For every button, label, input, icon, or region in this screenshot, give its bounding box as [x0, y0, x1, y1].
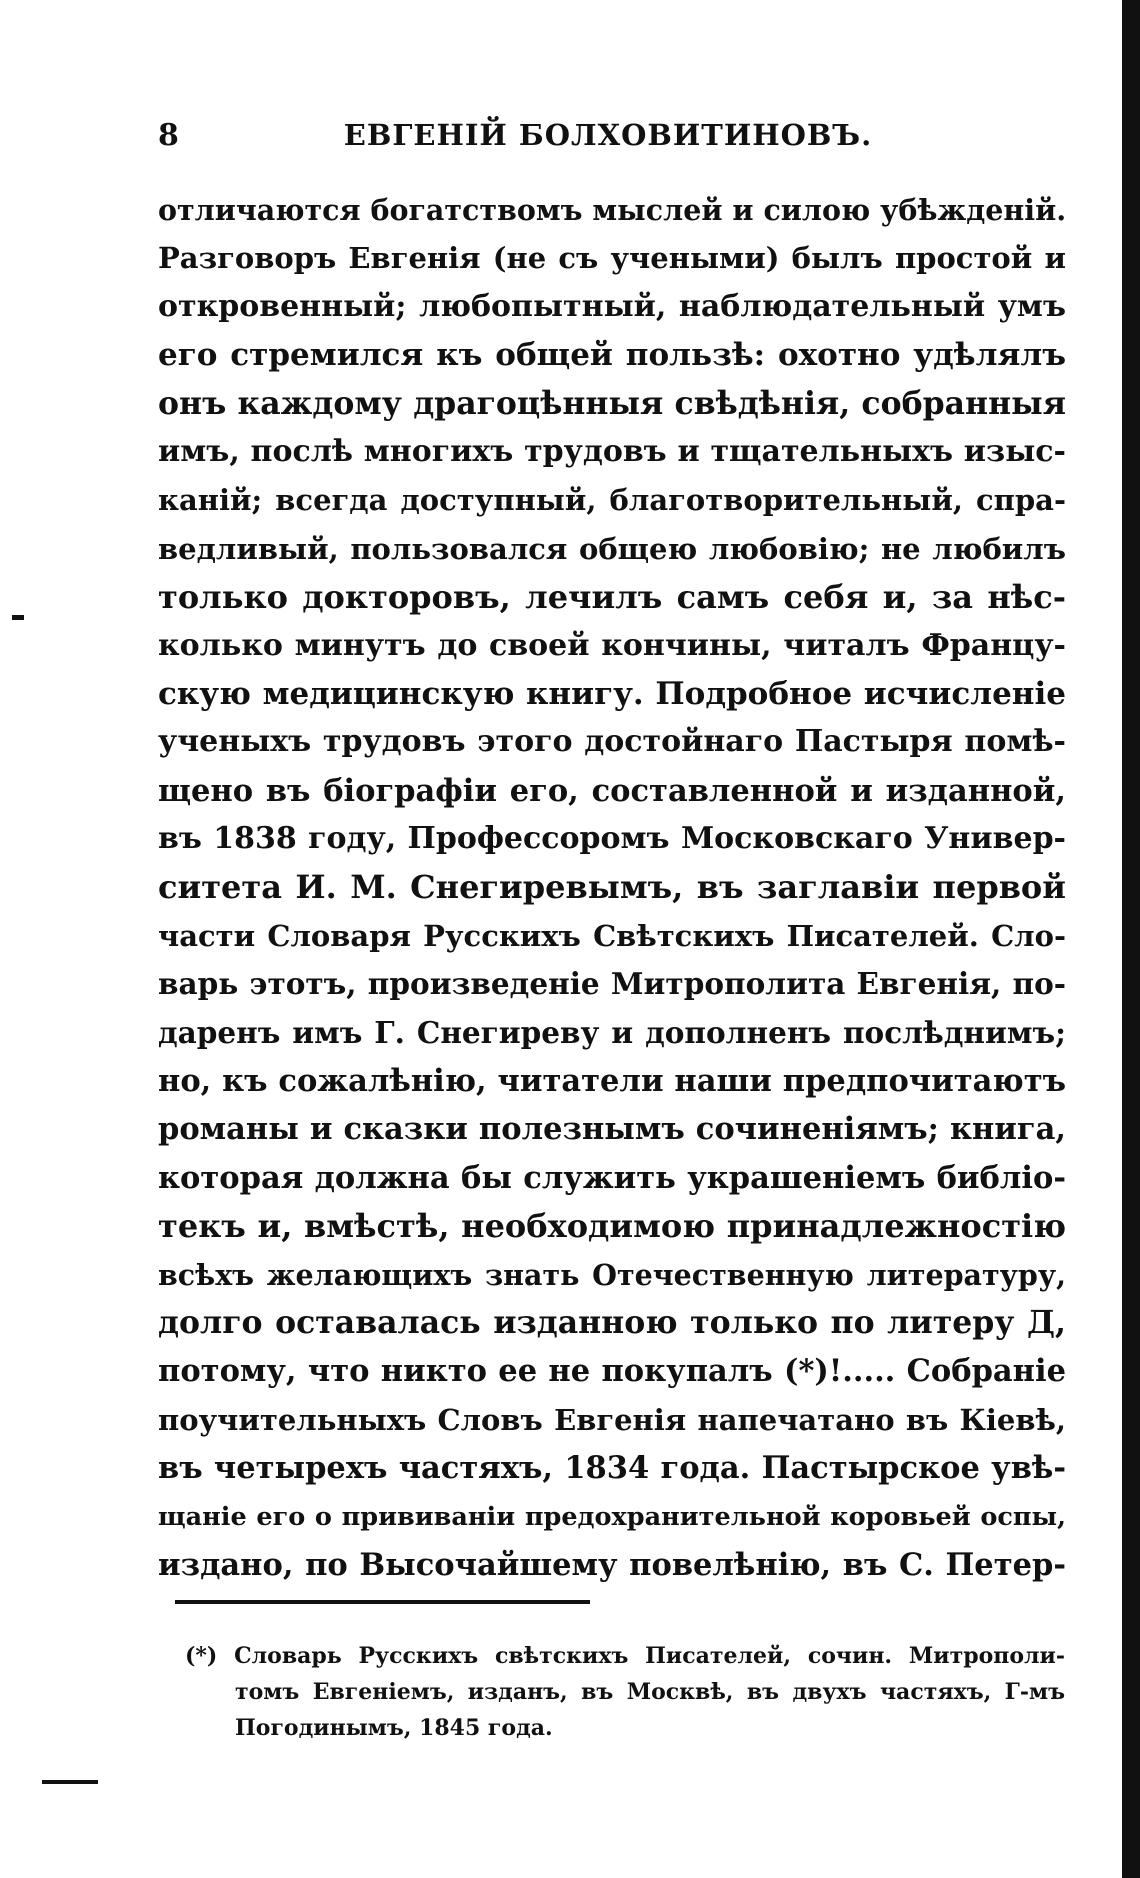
page-number: 8	[158, 118, 179, 153]
text-line: колько минутъ до своей кончины, читалъ Францу-	[158, 627, 1066, 663]
text-line: откровенный; любопытный, наблюдательный умъ	[158, 288, 1066, 324]
footnote-line: (*) Словарь Русскихъ свѣтскихъ Писателей, сочин. Митрополи-	[185, 1643, 1065, 1669]
footnote-rule	[175, 1600, 590, 1604]
body-text	[158, 186, 1066, 1589]
text-line: Разговоръ Евгенія (не съ учеными) былъ простой и	[158, 241, 1066, 276]
text-line: щено въ біографіи его, составленной и изданной,	[158, 772, 1066, 809]
text-line: варь этотъ, произведеніе Митрополита Евгенія, по-	[158, 966, 1066, 1002]
text-line: имъ, послѣ многихъ трудовъ и тщательныхъ изыс-	[158, 433, 1066, 469]
text-line: щаніе его о прививаніи предохранительной коровьей оспы,	[158, 1501, 1066, 1532]
text-line: ситета И. М. Снегиревымъ, въ заглавіи первой	[158, 868, 1066, 907]
text-line: ведливый, пользовался общею любовію; не любилъ	[158, 531, 1066, 566]
text-line: только докторовъ, лечилъ самъ себя и, за нѣс-	[158, 578, 1066, 617]
text-line: каній; всегда доступный, благотворительный, спра-	[158, 483, 1066, 518]
text-line: въ 1838 году, Профессоромъ Московскаго Универ-	[158, 821, 1066, 857]
text-line: издано, по Высочайшему повелѣнію, въ С. Петер-	[158, 1546, 1066, 1583]
text-line: долго оставалась изданною только по литеру Д,	[158, 1303, 1066, 1341]
footnote	[185, 1638, 1065, 1746]
text-line: которая должна бы служить украшеніемъ библіо-	[158, 1159, 1066, 1196]
margin-dash	[42, 1780, 98, 1784]
text-line: потому, что никто ее не покупалъ (*)!..... Собраніе	[158, 1353, 1066, 1390]
text-line: онъ каждому драгоцѣнныя свѣдѣнія, собранныя	[158, 384, 1066, 422]
running-title: ЕВГЕНІЙ БОЛХОВИТИНОВЪ.	[343, 118, 873, 152]
page-edge-shadow	[1122, 0, 1140, 1878]
footnote-line: Погодинымъ, 1845 года.	[235, 1715, 553, 1741]
text-line: текъ и, вмѣстѣ, необходимою принадлежностію	[158, 1207, 1066, 1246]
margin-speck	[12, 615, 24, 620]
text-line: даренъ имъ Г. Снегиреву и дополненъ послѣднимъ;	[158, 1014, 1066, 1050]
text-line: скую медицинскую книгу. Подробное исчисленіе	[158, 675, 1066, 712]
text-line: отличаются богатствомъ мыслей и силою убѣжденій.	[158, 193, 1067, 227]
page-header	[158, 118, 1058, 158]
text-line: всѣхъ желающихъ знать Отечественную литературу,	[158, 1257, 1066, 1292]
text-line: романы и сказки полезнымъ сочиненіямъ; книга,	[158, 1111, 1066, 1148]
text-line: его стремился къ общей пользѣ: охотно удѣлялъ	[158, 337, 1066, 374]
text-line: поучительныхъ Словъ Евгенія напечатано въ Кіевѣ,	[158, 1402, 1066, 1437]
footnote-line: томъ Евгеніемъ, изданъ, въ Москвѣ, въ двухъ частяхъ, Г-мъ	[235, 1679, 1065, 1705]
text-line: въ четырехъ частяхъ, 1834 года. Пастырское увѣ-	[158, 1450, 1066, 1487]
text-line: части Словаря Русскихъ Свѣтскихъ Писателей. Сло-	[158, 918, 1066, 953]
text-line: ученыхъ трудовъ этого достойнаго Пастыря помѣ-	[158, 724, 1066, 760]
text-line: но, къ сожалѣнію, читатели наши предпочитаютъ	[158, 1063, 1066, 1100]
